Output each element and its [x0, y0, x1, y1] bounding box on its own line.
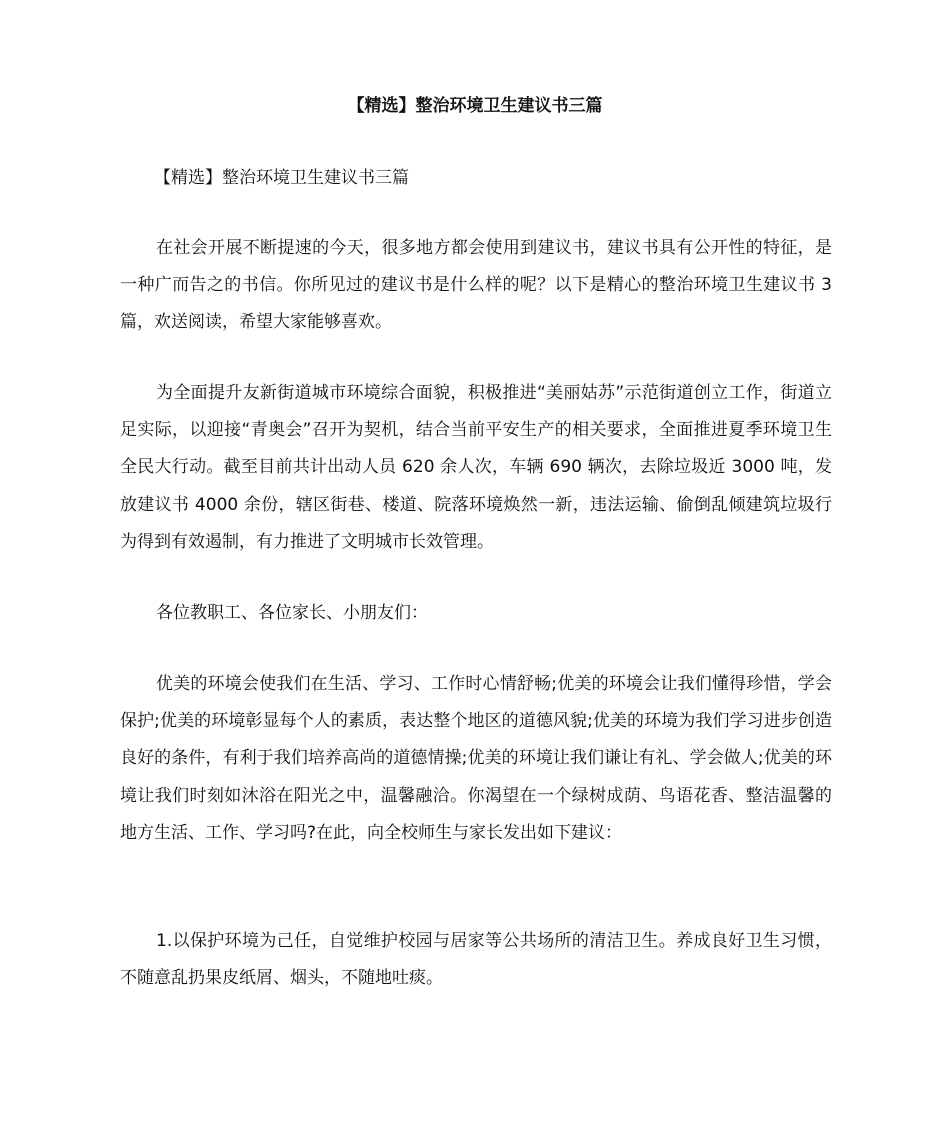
- document-subtitle: 【精选】整治环境卫生建议书三篇: [154, 168, 409, 188]
- paragraph-salutation: 各位教职工、各位家长、小朋友们：: [156, 603, 428, 623]
- document-title: 【精选】整治环境卫生建议书三篇: [347, 96, 603, 116]
- paragraph-environment-benefits: 优美的环境会使我们在生活、学习、工作时心情舒畅;优美的环境会让我们懂得珍惜，学会保护;优美的环境彰显每个人的素质，表达整个地区的道德风貌;优美的环境为我们学习进步创造良好的条件，有利于我们培养高尚的道德情操;优美的环境让我们谦让有礼、学会做人;优美的环境让我们时刻如沐浴在阳光之中，温馨融洽。你渴望在一个绿树成荫、鸟语花香、整洁温馨的地方生活、工作、学习吗?在此，向全校师生与家长发出如下建议：: [120, 674, 832, 843]
- paragraph-street-campaign: 为全面提升友新街道城市环境综合面貌，积极推进“美丽姑苏”示范街道创立工作，街道立足实际，以迎接“青奥会”召开为契机，结合当前平安生产的相关要求，全面推进夏季环境卫生全民大行动。截至目前共计出动人员 620 余人次，车辆 690 辆次，去除垃圾近 3000 吨，发放建议书 4000 余份，辖区街巷、楼道、院落环境焕然一新，违法运输、偷倒乱倾建筑垃圾行为得到有效遏制，有力推进了文明城市长效管理。: [120, 383, 832, 552]
- paragraph-intro: 在社会开展不断提速的今天，很多地方都会使用到建议书，建议书具有公开性的特征，是一种广而告之的书信。你所见过的建议书是什么样的呢？以下是精心的整治环境卫生建议书 3 篇，欢送阅读，希望大家能够喜欢。: [120, 238, 832, 333]
- paragraph-suggestion-1: 1.以保护环境为己任，自觉维护校园与居家等公共场所的清洁卫生。养成良好卫生习惯，不随意乱扔果皮纸屑、烟头，不随地吐痰。: [120, 931, 832, 989]
